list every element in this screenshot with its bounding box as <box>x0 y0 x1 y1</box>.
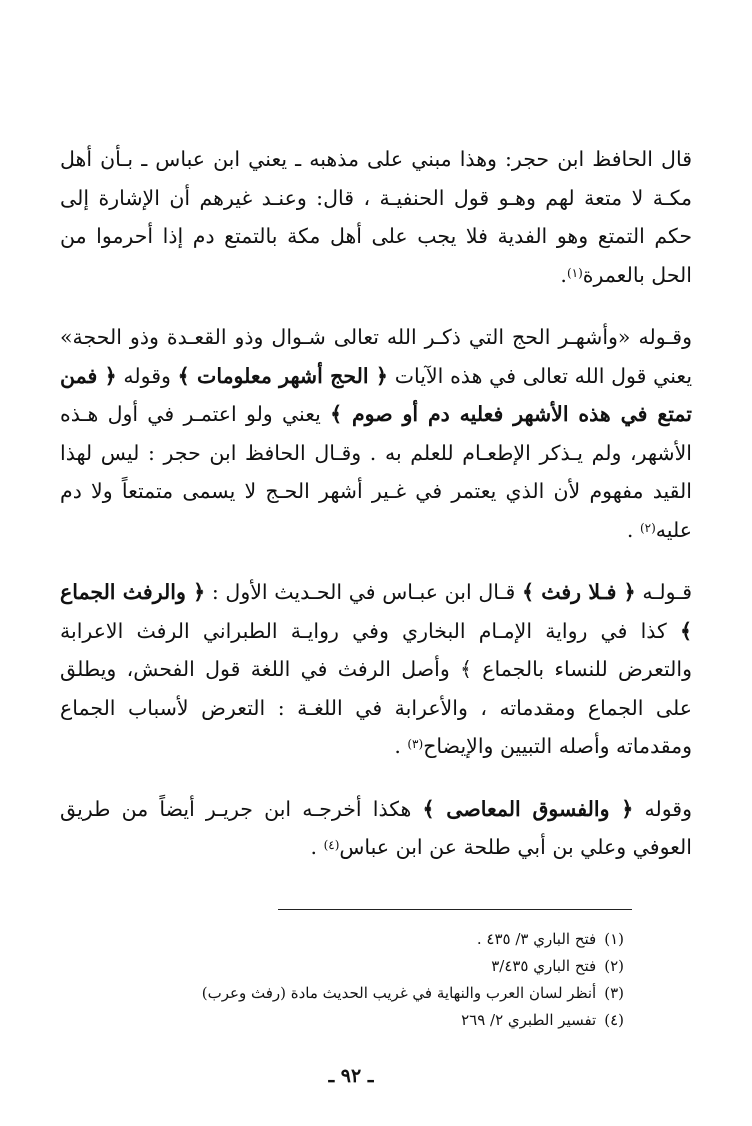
footnote-divider <box>278 909 632 910</box>
footnote-item <box>124 926 624 953</box>
paragraph-text: وقوله <box>116 363 178 388</box>
page-number: ـ ٩٢ ـ <box>328 1065 374 1087</box>
paragraph-2 <box>60 318 692 549</box>
footnote-number: (٣) <box>604 984 624 1002</box>
paragraph-text: وقوله <box>633 796 692 821</box>
footnotes <box>124 926 624 1034</box>
paragraph-text: . <box>626 517 640 542</box>
footnote-ref[interactable]: (١) <box>566 265 583 280</box>
footnote-text: تفسير الطبري ٢/ ٢٦٩ <box>461 1011 597 1029</box>
main-text <box>60 140 692 867</box>
paragraph-text: قـال ابن عبـاس في الحـديث الأول : <box>205 580 522 604</box>
paragraph-4 <box>60 790 692 867</box>
footnote-number: (١) <box>604 930 624 948</box>
footnote-text: فتح الباري ٣/٤٣٥ <box>491 957 597 975</box>
quran-quote: ﴿ الحج أشهر معلومات ﴾ <box>177 363 388 388</box>
quran-quote: ﴿ والرفث الجماع ﴾ <box>60 580 692 643</box>
footnote-text: أنظر لسان العرب والنهاية في غريب الحديث مادة (رفث وعرب) <box>201 984 597 1002</box>
paragraph-text: . <box>560 262 567 287</box>
paragraph-1 <box>60 140 692 294</box>
quran-quote: ﴿ والفسوق المعاصى ﴾ <box>422 796 634 821</box>
footnote-item <box>124 953 624 980</box>
paragraph-text: يعني ولو اعتمـر في أول هـذه الأشهر، ولم يـذكر الإطعـام للعلم به . وقـال الحافظ ابن حجر : ليس لهذا القيد مفهوم لأن الذي يعتمر في غـير أشهر الحـج لا يسمى متمتعاً ولا دم عليه <box>60 402 692 542</box>
footnote-ref[interactable]: (٣) <box>407 737 424 751</box>
footnote-number: (٤) <box>604 1011 624 1029</box>
paragraph-text: قـولـه <box>635 580 693 604</box>
paragraph-text: قال الحافظ ابن حجر: وهذا مبني على مذهبه ـ يعني ابن عباس ـ بـأن أهل مكـة لا متعة لهم وهـو قول الحنفيـة ، قال: وعنـد غيرهم أن الإشارة إلى حكم التمتع وهو الفدية فلا يجب على أهل مكة بالتمتع دم إذا أحرموا من الحل بالعمرة <box>60 147 692 287</box>
paragraph-text: كذا في رواية الإمـام البخاري وفي روايـة الطبراني الرفث الاعرابة والتعرض للنساء بالجماع ﴾ وأصل الرفث في اللغة قول الفحش، ويطلق على الجماع ومقدماته ، والأعرابة في اللغـة : التعرض لأسباب الجماع ومقدماته وأصله التبيين والإيضاح <box>60 618 692 758</box>
footnote-ref[interactable]: (٢) <box>639 520 656 535</box>
footnote-item <box>124 980 624 1007</box>
footnote-text: فتح الباري ٣/ ٤٣٥ . <box>476 930 597 948</box>
quran-quote: ﴿ فمن تمتع في هذه الأشهر فعليه دم أو صوم ﴾ <box>60 363 692 426</box>
paragraph-text: . <box>310 835 324 859</box>
paragraph-text: . <box>394 734 408 758</box>
footnote-ref[interactable]: (٤) <box>323 838 340 852</box>
paragraph-text: هكذا أخرجـه ابن جريـر أيضاً من طريق العوفي وعلي بن أبي طلحة عن ابن عباس <box>60 796 692 859</box>
footnote-number: (٢) <box>604 957 624 975</box>
footnote-item <box>124 1007 624 1034</box>
paragraph-3 <box>60 573 692 766</box>
quran-quote: ﴿ فـلا رفث ﴾ <box>521 580 636 604</box>
paragraph-text: وقـوله «وأشهـر الحج التي ذكـر الله تعالى شـوال وذو القعـدة وذو الحجة» يعني قول الله تعالى في هذه الآيات <box>60 325 693 388</box>
